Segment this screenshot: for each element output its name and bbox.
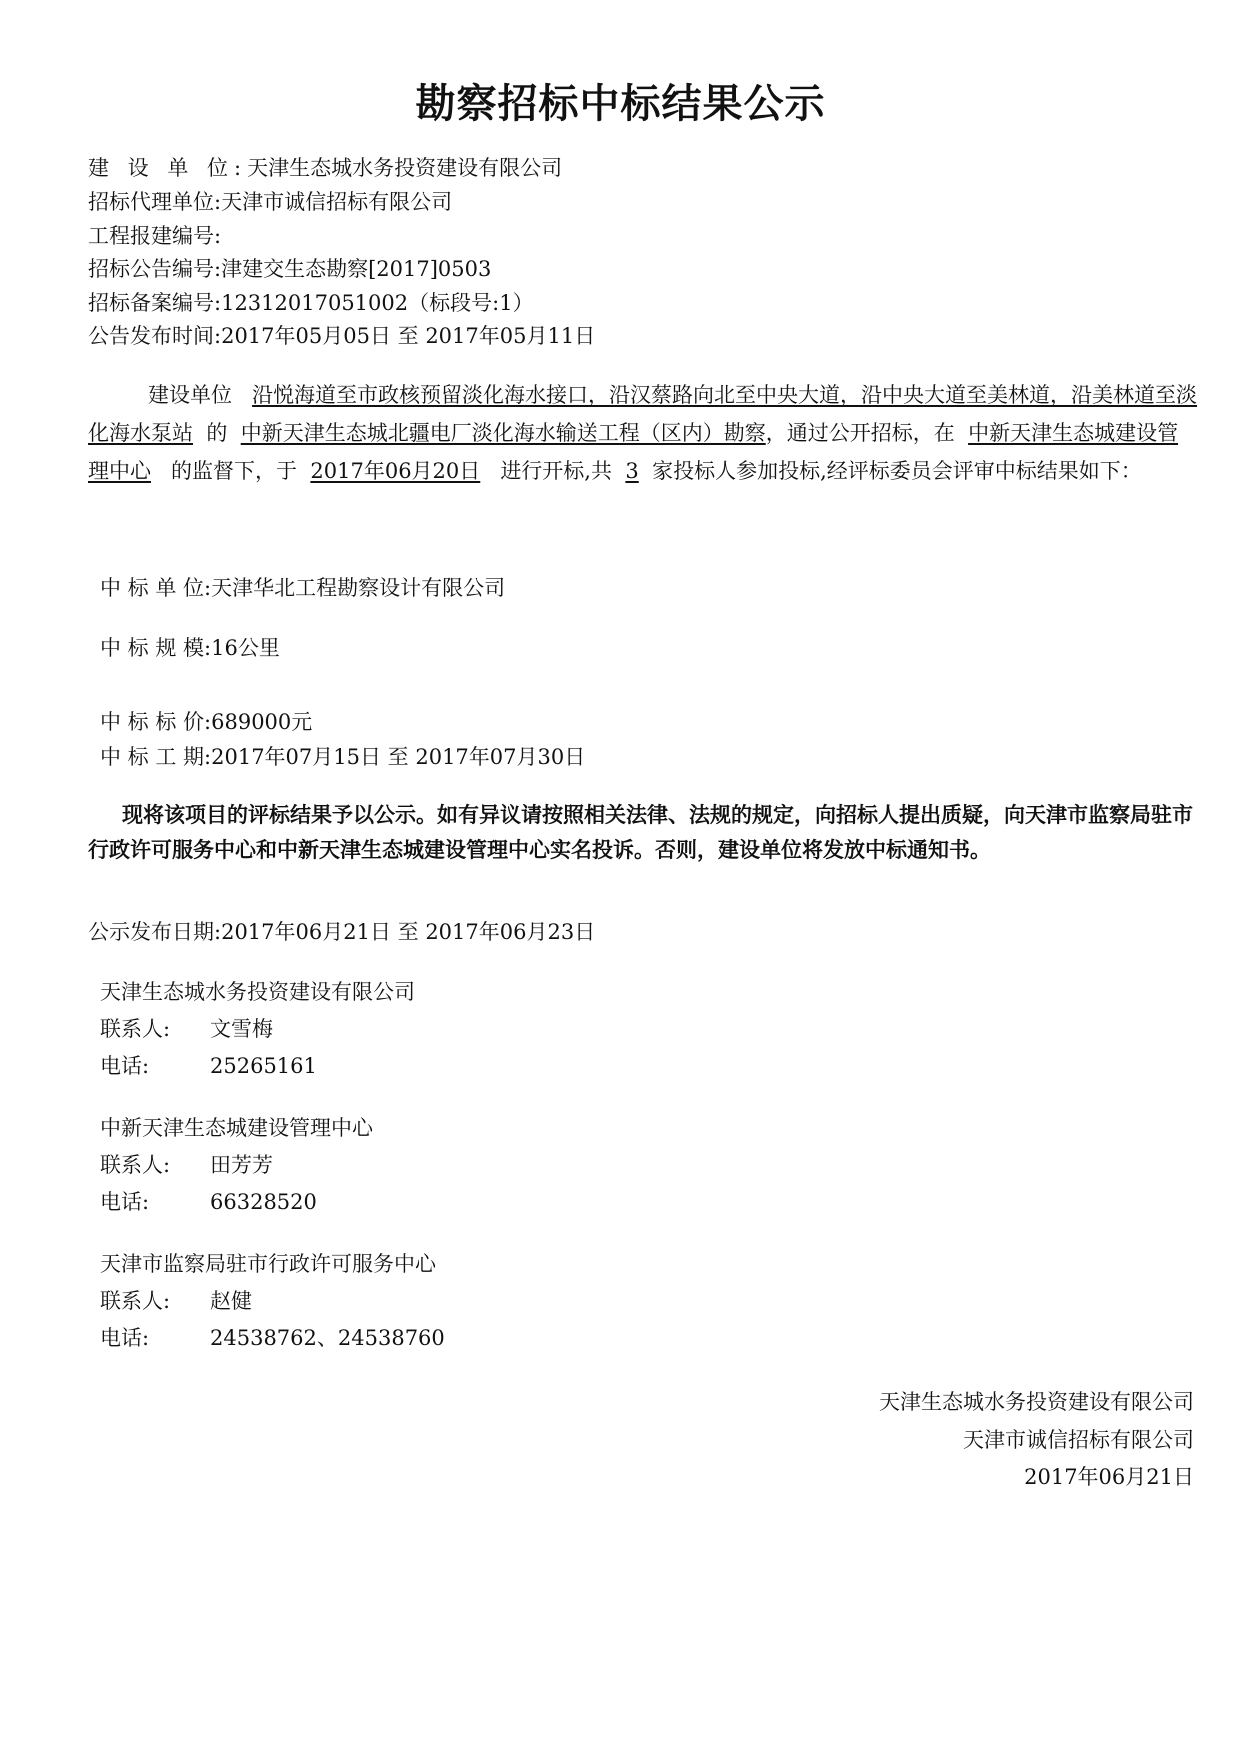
contact-person: 赵健 <box>210 1289 252 1313</box>
field-label: 中 标 标 价: <box>100 710 212 734</box>
opening-date: 2017年06月20日 <box>310 459 481 483</box>
field-announcement-no <box>88 255 491 283</box>
document-title: 勘察招标中标结果公示 <box>415 81 826 127</box>
field-label: 建 设 单 位: <box>88 156 248 180</box>
field-label: 中 标 规 模: <box>100 636 212 660</box>
field-filing-no <box>88 289 534 317</box>
field-label: 公告发布时间: <box>88 324 222 348</box>
signature-date: 2017年06月21日 <box>1024 1465 1194 1489</box>
text-segment: ，通过公开招标，在 <box>765 421 955 445</box>
contact-person-row <box>100 1015 600 1043</box>
publish-period <box>88 918 595 946</box>
field-value: 689000元 <box>211 710 313 734</box>
signature-org-1: 天津生态城水务投资建设有限公司 <box>879 1390 1194 1414</box>
field-value: 天津市诚信招标有限公司 <box>221 190 453 214</box>
contact-org: 中新天津生态城建设管理中心 <box>100 1116 373 1140</box>
contact-person: 文雪梅 <box>210 1017 273 1041</box>
supervising-body: 中新天津生态城建设管理中心 <box>88 421 1179 483</box>
text-segment: 建设单位 <box>148 383 232 407</box>
text-segment: 的监督下，于 <box>171 459 298 483</box>
contact-person-row <box>100 1287 700 1315</box>
text-segment: 进行开标,共 <box>500 459 612 483</box>
field-value: 2017年05月05日 至 2017年05月11日 <box>221 324 596 348</box>
contact-phone-label: 电话: <box>100 1326 150 1350</box>
contact-phone: 25265161 <box>210 1054 317 1078</box>
result-price <box>100 708 312 736</box>
field-value: 12312017051002（标段号:1） <box>221 291 534 315</box>
result-period <box>100 743 585 771</box>
field-value: 2017年07月15日 至 2017年07月30日 <box>211 745 586 769</box>
field-value: 天津华北工程勘察设计有限公司 <box>211 576 506 600</box>
text-segment: 家投标人参加投标,经评标委员会评审中标结果如下： <box>652 459 1142 483</box>
contact-phone-row <box>100 1324 700 1352</box>
contact-org: 天津市监察局驻市行政许可服务中心 <box>100 1252 436 1276</box>
contact-org: 天津生态城水务投资建设有限公司 <box>100 980 415 1004</box>
contact-phone-row <box>100 1052 600 1080</box>
contact-phone: 66328520 <box>210 1190 317 1214</box>
field-label: 公示发布日期: <box>88 920 222 944</box>
result-scale <box>100 634 280 662</box>
contact-phone: 24538762、24538760 <box>210 1326 445 1350</box>
field-agency <box>88 188 452 216</box>
field-value: 16公里 <box>211 636 280 660</box>
field-value: 2017年06月21日 至 2017年06月23日 <box>221 920 596 944</box>
field-label: 中 标 单 位: <box>100 576 212 600</box>
field-value: 津建交生态勘察[2017]0503 <box>221 257 492 281</box>
field-announcement-time <box>88 322 595 350</box>
contact-person-label: 联系人: <box>100 1153 171 1177</box>
field-value: 天津生态城水务投资建设有限公司 <box>247 156 563 180</box>
field-construction-unit <box>88 154 562 182</box>
bidder-count: 3 <box>625 459 639 483</box>
contact-phone-row <box>100 1188 600 1216</box>
text-segment: 的 <box>206 421 228 445</box>
project-location: 沿悦海道至市政核预留淡化海水接口，沿汉蔡路向北至中央大道，沿中央大道至美林道，沿美林道至淡化海水泵站 <box>88 383 1198 445</box>
contact-phone-label: 电话: <box>100 1054 150 1078</box>
contact-person-label: 联系人: <box>100 1289 171 1313</box>
field-label: 招标备案编号: <box>88 291 222 315</box>
field-label: 中 标 工 期: <box>100 745 212 769</box>
field-label: 招标代理单位: <box>88 190 222 214</box>
contact-phone-label: 电话: <box>100 1190 150 1214</box>
contact-person-label: 联系人: <box>100 1017 171 1041</box>
result-winning-unit <box>100 574 505 602</box>
signature-org-2: 天津市诚信招标有限公司 <box>963 1428 1194 1452</box>
field-label: 招标公告编号: <box>88 257 222 281</box>
contact-person: 田芳芳 <box>210 1153 273 1177</box>
objection-notice: 现将该项目的评标结果予以公示。如有异议请按照相关法律、法规的规定，向招标人提出质疑，向天津市监察局驻市行政许可服务中心和中新天津生态城建设管理中心实名投诉。否则，建设单位将发放中标通知书。 <box>88 803 1193 862</box>
field-project-code <box>88 222 221 250</box>
contact-person-row <box>100 1151 600 1179</box>
project-name: 中新天津生态城北疆电厂淡化海水输送工程（区内）勘察 <box>240 421 766 445</box>
bid-opening-paragraph <box>88 376 1198 490</box>
field-label: 工程报建编号: <box>88 224 222 248</box>
